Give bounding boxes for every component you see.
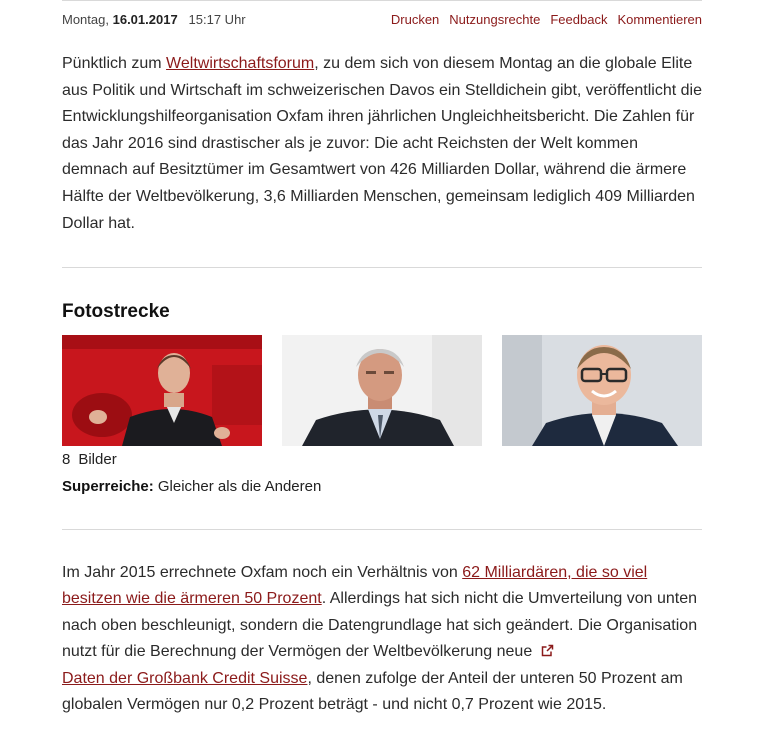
paragraph-text: Im Jahr 2015 errechnete Oxfam noch ein Verhältnis von [62,564,463,581]
publish-weekday: Montag, [62,12,109,27]
article-paragraph-1 [62,51,702,237]
credit-suisse-data-link[interactable]: Daten der Großbank Credit Suisse [62,669,308,687]
gallery-image-count [62,450,702,470]
gallery-caption[interactable] [62,476,702,498]
photo-elderly-man-suit [282,335,482,446]
gallery-caption-kicker: Superreiche: [62,478,154,495]
billionaires-link[interactable]: 62 Milliardären, die so viel besitzen wie die ärmeren 50 Prozent [62,564,648,608]
print-link[interactable]: Drucken [390,12,440,27]
gallery-title: Fotostrecke [62,301,170,322]
gallery-count-number: 8 [62,451,71,468]
paragraph-text: . Allerdings hat sich nicht die Umverteilung von unten nach oben beschleunigt, sondern die Datengrundlage hat sich geändert. Die Organisation nutzt für die Berechnung der Vermögen der Weltbevölkerung neue [62,590,698,661]
article-meta-bar [62,9,702,31]
publish-date [62,9,246,31]
photo-speaker-red-stage [62,335,262,446]
section-divider [62,529,702,530]
paragraph-text: , denen zufolge der Anteil der unteren 50 Prozent am globalen Vermögen nur 0,2 Prozent beträgt - und nicht 0,7 Prozent wie 2015. [62,669,683,714]
gallery-count-label: Bilder [78,451,117,468]
feedback-link[interactable]: Feedback [550,12,608,27]
paragraph-text: , zu dem sich von diesem Montag an die globale Elite aus Politik und Wirtschaft im schweizerischen Davos ein Stelldichein gibt, veröffentlicht die Entwicklungshilfeorganisation Oxfam ihren jährlichen Ungleichheitsbericht. Die Zahlen für das Jahr 2016 sind drastischer als je zuvor: Die acht Reichsten der Welt kommen demnach auf Besitztümer im Gesamtwert von 426 Milliarden Dollar, während die ärmere Hälfte der Weltbevölkerung, 3,6 Milliarden Menschen, gemeinsam lediglich 409 Milliarden Dollar hat. [62,55,702,232]
wef-link[interactable]: Weltwirtschaftsforum [166,55,315,72]
section-divider [62,267,702,268]
gallery-thumbnail-1[interactable] [62,335,262,446]
publish-time: 15:17 Uhr [188,12,246,27]
comment-link[interactable]: Kommentieren [617,12,702,27]
article-paragraph-2 [62,560,702,718]
publish-date-value: 16.01.2017 [112,12,178,27]
gallery-thumbnail-2[interactable] [282,335,482,446]
article-actions [381,9,702,31]
usage-rights-link[interactable]: Nutzungsrechte [449,12,541,27]
gallery-thumbnail-3[interactable] [502,335,702,446]
top-divider [62,0,702,1]
paragraph-text: Pünktlich zum [62,55,167,72]
external-link-icon [541,644,554,657]
gallery-caption-text: Gleicher als die Anderen [153,478,322,495]
photo-man-glasses-smiling [502,335,702,446]
